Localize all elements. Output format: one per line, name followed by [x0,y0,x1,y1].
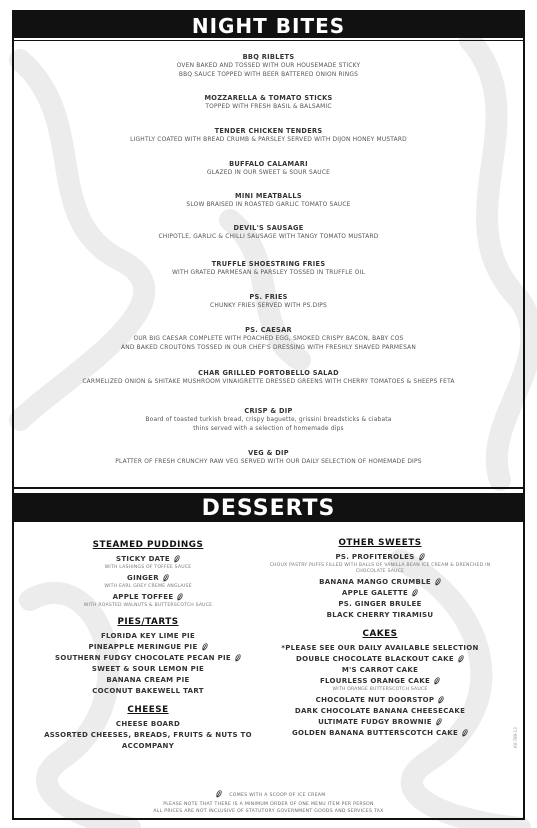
dessert-item [32,554,264,565]
menu-item-name: VEG & DIP [248,449,289,457]
menu-item-name: BUFFALO CALAMARI [229,160,308,168]
dessert-item [32,573,264,584]
menu-code: KV-789-13 [513,727,518,748]
dessert-item-name: M'S CARROT CAKE [341,666,419,674]
menu-item [14,126,523,145]
menu-item-name: PS. CAESAR [245,326,292,334]
menu-item [14,368,523,387]
menu-item-description: CHIPOTLE, GARLIC & CHILLI SAUSAGE WITH TANGY TOMATO MUSTARD [158,234,379,240]
dessert-item-name: APPLE GALETTE [341,589,409,597]
menu-item-description: CARMELIZED ONION & SHITAKE MUSHROOM VINAIGRETTE DRESSED GREENS WITH CHERRY TOMATOES & SHEEPS FETA [82,379,455,385]
dessert-section-heading: OTHER SWEETS [338,538,422,548]
dessert-item-name: BANANA MANGO CRUMBLE [319,578,431,586]
night-bites-title: NIGHT BITES [191,14,346,38]
menu-item-name: BBQ RIBLETS [242,53,295,61]
dessert-item [32,730,264,752]
dessert-item [264,577,496,588]
leaf-icon [177,593,183,601]
dessert-item [32,719,264,730]
dessert-item [264,665,496,676]
menu-item-description: WITH GRATED PARMESAN & PARSLEY TOSSED IN TRUFFLE OIL [172,270,365,276]
dessert-item [264,552,496,563]
dessert-item-name: FLOURLESS ORANGE CAKE [319,677,431,685]
legend-text: COMES WITH A SCOOP OF ICE CREAM [229,792,326,798]
menu-item [14,325,523,352]
menu-item [14,259,523,278]
dessert-item [264,706,496,717]
dessert-item-description: WITH EARL GREY CREME ANGLAISE [104,584,192,589]
legend-line [14,790,523,798]
dessert-section-heading: CAKES [362,629,398,639]
dessert-item [264,599,496,610]
menu-item-description: TOPPED WITH FRESH BASIL & BALSAMIC [205,104,332,110]
night-bites-header [14,12,523,38]
menu-item [14,52,523,79]
menu-item-description: thins served with a selection of homemade dips [193,425,344,432]
divider [14,40,523,41]
menu-item [14,159,523,178]
menu-item-name: PS. FRIES [249,293,288,301]
dessert-item-name: DARK CHOCOLATE BANANA CHEESECAKE [294,707,466,715]
menu-item-description: OUR BIG CAESAR COMPLETE WITH POACHED EGG, SMOKED CRISPY BACON, BABY COS [133,336,404,342]
desserts-title: DESSERTS [201,496,336,521]
menu-item [14,93,523,112]
menu-item [14,292,523,311]
menu-item-description: SLOW BRAISED IN ROASTED GARLIC TOMATO SAUCE [186,202,351,208]
menu-item-description: CHUNKY FRIES SERVED WITH PS.DIPS [210,303,327,309]
desserts-header [14,493,523,522]
menu-item-name: TENDER CHICKEN TENDERS [214,127,323,135]
tax-note: ALL PRICES ARE NOT INCLUSIVE OF STATUTORY GOVERNMENT GOODS AND SERVICES TAX [153,809,384,814]
dessert-item [32,686,264,697]
menu-item-description: GLAZED IN OUR SWEET & SOUR SAUCE [206,170,331,176]
menu-item [14,223,523,242]
dessert-item-name: ASSORTED CHEESES, BREADS, FRUITS & NUTS TO ACCOMPANY [44,731,252,750]
dessert-item-name: STICKY DATE [115,555,171,563]
dessert-item [32,653,264,664]
leaf-icon [436,718,442,726]
leaf-icon [202,643,208,651]
menu-item-description: PLATTER OF FRESH CRUNCHY RAW VEG SERVED WITH OUR DAILY SELECTION OF HOMEMADE DIPS [115,459,422,465]
menu-item-name: CHAR GRILLED PORTOBELLO SALAD [198,369,339,377]
leaf-icon [235,654,241,662]
dessert-item [32,592,264,603]
menu-item-name: MOZZARELLA & TOMATO STICKS [204,94,333,102]
dessert-item-name: CHOCOLATE NUT DOORSTOP [315,696,435,704]
dessert-item-description: WITH ORANGE BUTTERSCOTCH SAUCE [332,687,428,692]
dessert-item [264,643,496,654]
leaf-icon [412,589,418,597]
menu-item-name: MINI MEATBALLS [235,192,302,200]
dessert-item [264,654,496,665]
menu-item-name: CRISP & DIP [244,407,293,415]
dessert-item-name: CHEESE BOARD [115,720,181,728]
desserts-left-column [32,540,264,752]
dessert-item-name: SOUTHERN FUDGY CHOCOLATE PECAN PIE [55,654,231,662]
menu-item-name: TRUFFLE SHOESTRING FRIES [211,260,326,268]
dessert-item-name: BANANA CREAM PIE [106,676,190,684]
leaf-icon [462,729,468,737]
dessert-item-name: PS. GINGER BRULEE [338,600,422,608]
dessert-item-name: APPLE TOFFEE [112,593,174,601]
dessert-item [264,676,496,687]
dessert-item-name: ULTIMATE FUDGY BROWNIE [318,718,432,726]
dessert-item [264,695,496,706]
leaf-icon [458,655,464,663]
dessert-item [264,610,496,621]
dessert-item [32,675,264,686]
dessert-item-description: WITH ROASTED WALNUTS & BUTTERSCOTCH SAUCE [83,603,213,608]
dessert-section-heading: CHEESE [127,705,169,715]
dessert-section-heading: PIES/TARTS [117,617,179,627]
dessert-item-name: PINEAPPLE MERINGUE PIE [88,643,198,651]
dessert-item-name: COCONUT BAKEWELL TART [92,687,204,695]
leaf-icon [434,677,440,685]
menu-item [14,406,523,433]
dessert-section-heading: STEAMED PUDDINGS [92,540,204,550]
dessert-item-description: CHOUX PASTRY PUFFS FILLED WITH BALLS OF VANILLA BEAN ICE CREAM & DRENCHED IN CHOCOLATE SAUCE [269,563,491,574]
leaf-icon [163,574,169,582]
menu-item-name: DEVIL'S SAUSAGE [233,224,304,232]
dessert-item-name: FLORIDA KEY LIME PIE [100,632,196,640]
menu-item-description: OVEN BAKED AND TOSSED WITH OUR HOUSEMADE STICKY [176,63,361,69]
dessert-item [32,631,264,642]
dessert-item-name: BLACK CHERRY TIRAMISU [326,611,434,619]
menu-item [14,191,523,210]
dessert-item-name: DOUBLE CHOCOLATE BLACKOUT CAKE [296,655,454,663]
menu-item [14,448,523,467]
leaf-icon [419,553,425,561]
leaf-icon [174,555,180,563]
menu-item-description: LIGHTLY COATED WITH BREAD CRUMB & PARSLEY SERVED WITH DIJON HONEY MUSTARD [130,137,407,143]
dessert-item-name: GOLDEN BANANA BUTTERSCOTCH CAKE [291,729,459,737]
dessert-item [32,642,264,653]
menu-item-description: Board of toasted turkish bread, crispy baguette, grissini breadsticks & ciabata [145,417,392,423]
leaf-icon [216,790,222,798]
dessert-item [264,717,496,728]
dessert-item [32,664,264,675]
leaf-icon [438,696,444,704]
dessert-item-name: GINGER [127,574,159,582]
divider [14,487,523,489]
dessert-item [264,588,496,599]
dessert-item-name: PS. PROFITEROLES [335,553,415,561]
dessert-item-name: *PLEASE SEE OUR DAILY AVAILABLE SELECTION [281,644,479,652]
dessert-item [264,728,496,739]
dessert-item-description: WITH LASHINGS OF TOFFEE SAUCE [104,565,192,570]
menu-item-description: AND BAKED CROUTONS TOSSED IN OUR CHEF'S DRESSING WITH FRESHLY SHAVED PARMESAN [121,344,416,351]
menu-item-description: BBQ SAUCE TOPPED WITH BEER BATTERED ONION RINGS [178,71,359,78]
desserts-right-column [264,538,496,739]
minimum-order-note: PLEASE NOTE THAT THERE IS A MINIMUM ORDER OF ONE MENU ITEM PER PERSON [163,802,374,807]
dessert-item-name: SWEET & SOUR LEMON PIE [91,665,205,673]
leaf-icon [435,578,441,586]
